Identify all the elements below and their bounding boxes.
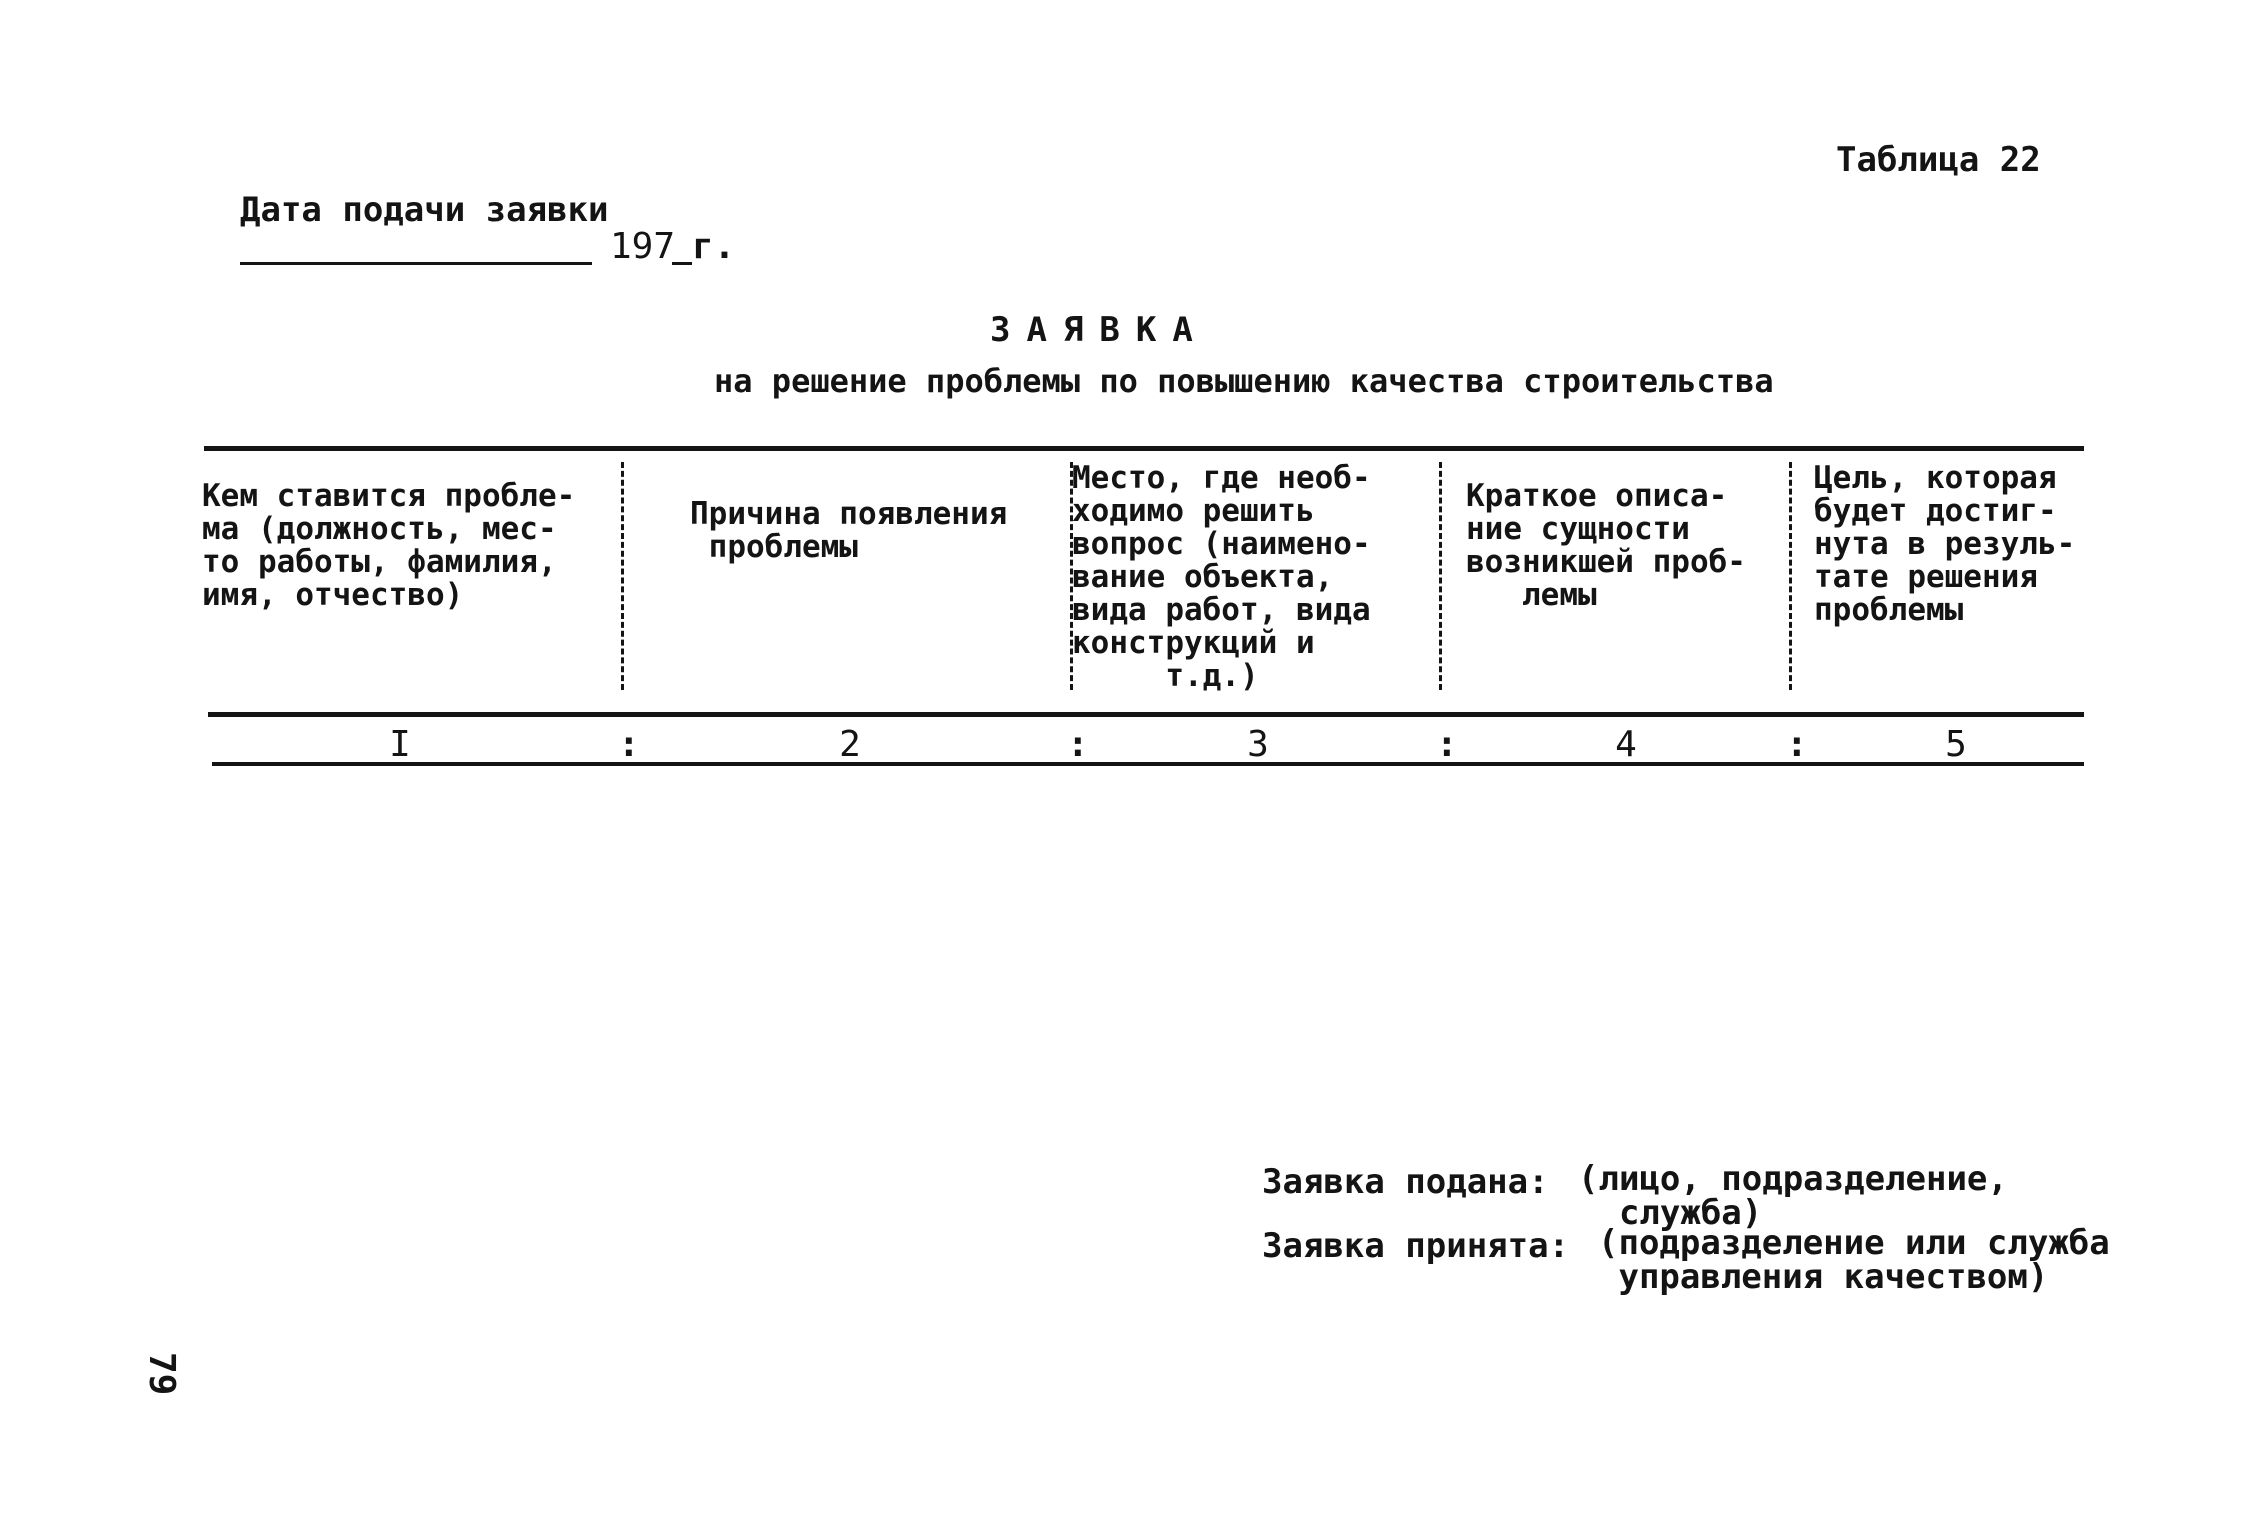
date-blank-line <box>240 262 592 265</box>
date-label: Дата подачи заявки <box>240 190 609 230</box>
column-header-location: Место, где необ- ходимо решить вопрос (наимено- вание объекта, вида работ, вида конструкций и т.д.) <box>1072 460 1371 694</box>
document-subtitle: на решение проблемы по повышению качества строительства <box>714 362 1774 400</box>
document-title: ЗАЯВКА <box>990 310 1209 350</box>
footer-accepted-label: Заявка принята: <box>1262 1226 1570 1266</box>
column-header-goal: Цель, которая будет достиг- нута в резуль- тате решения проблемы <box>1814 460 2076 628</box>
column-number: I <box>389 724 411 765</box>
column-number-separator: : <box>618 724 640 765</box>
date-year-blank <box>672 262 692 265</box>
column-header-cause: Причина появления проблемы <box>690 496 1008 565</box>
column-number-separator: : <box>1067 724 1089 765</box>
column-header-description: Краткое описа- ние сущности возникшей проб- лемы <box>1466 478 1746 613</box>
footer-submitted-note: (лицо, подразделение, служба) <box>1578 1159 2008 1233</box>
column-separator <box>1789 462 1792 690</box>
page-number: 79 <box>141 1352 182 1396</box>
date-year-suffix: г. <box>692 226 736 267</box>
column-number-separator: : <box>1786 724 1808 765</box>
table-label: Таблица 22 <box>1836 140 2041 180</box>
footer-submitted-label: Заявка подана: <box>1262 1162 1549 1202</box>
footer-accepted-note: (подразделение или служба управления качеством) <box>1598 1223 2110 1297</box>
table-top-rule <box>204 446 2084 451</box>
column-number: 3 <box>1247 724 1269 765</box>
column-separator <box>621 462 624 690</box>
column-separator <box>1439 462 1442 690</box>
date-year-prefix: 197 <box>610 226 676 267</box>
table-header-rule <box>208 712 2084 717</box>
column-header-submitter: Кем ставится пробле- ма (должность, мес- то работы, фамилия, имя, отчество) <box>202 478 576 613</box>
column-number-separator: : <box>1436 724 1458 765</box>
column-number: 5 <box>1945 724 1967 765</box>
table-bottom-rule <box>212 762 2084 766</box>
column-number: 4 <box>1615 724 1637 765</box>
column-number: 2 <box>839 724 861 765</box>
